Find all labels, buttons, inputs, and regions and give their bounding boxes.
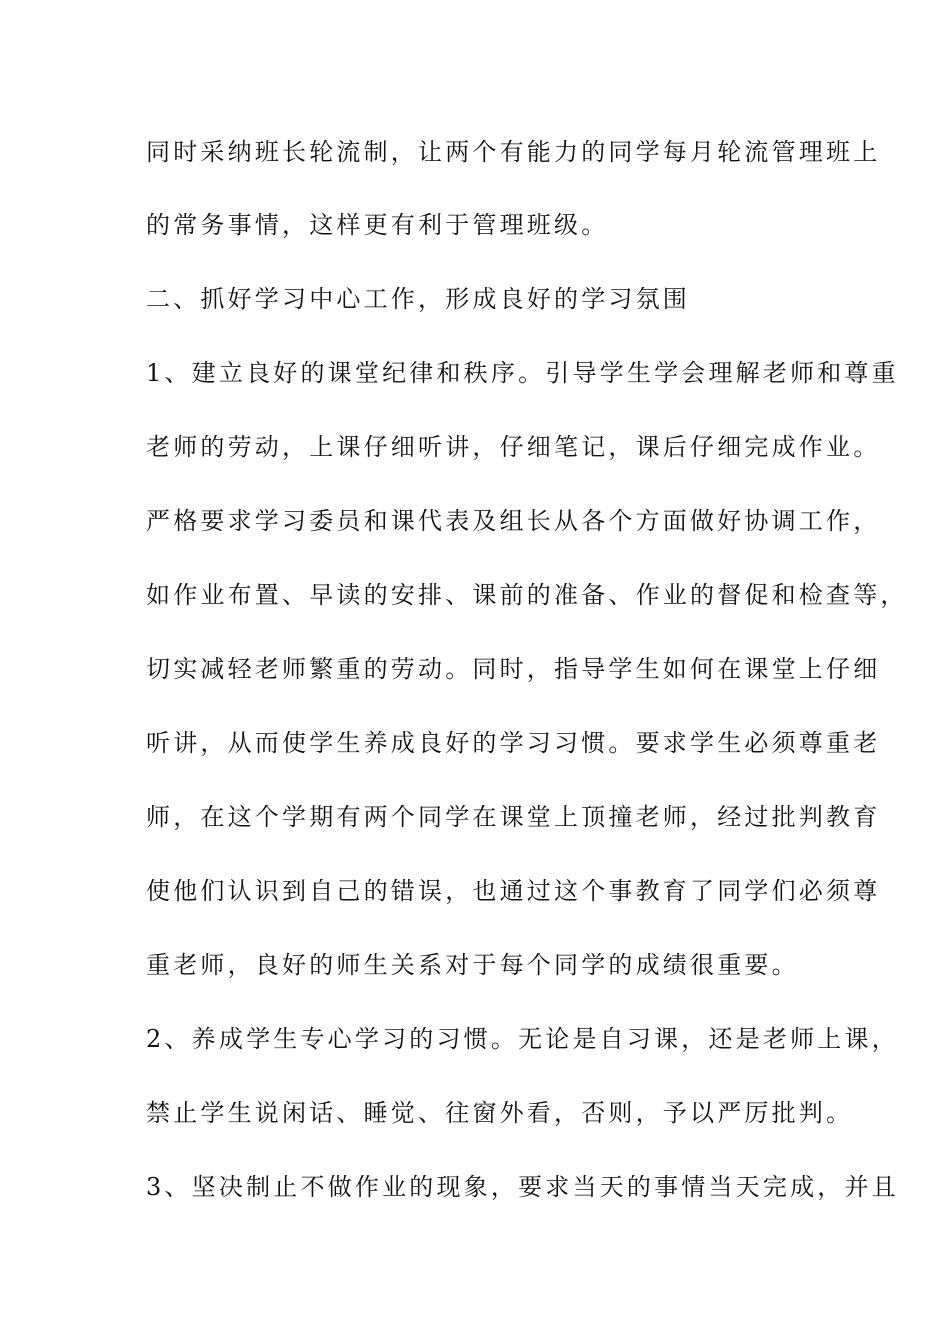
- body-text-line: 如作业布置、早读的安排、课前的准备、作业的督促和检查等，: [146, 581, 908, 609]
- body-text-line: 切实减轻老师繁重的劳动。同时，指导学生如何在课堂上仔细: [146, 655, 881, 683]
- body-text-line: 师，在这个学期有两个同学在课堂上顶撞老师，经过批判教育: [146, 803, 881, 831]
- section-heading: 二、抓好学习中心工作，形成良好的学习氛围: [146, 285, 690, 313]
- body-text-line: 重老师，良好的师生关系对于每个同学的成绩很重要。: [146, 951, 799, 979]
- body-text-line: 同时采纳班长轮流制，让两个有能力的同学每月轮流管理班上: [146, 138, 881, 166]
- list-item-1-text: 1、建立良好的课堂纪律和秩序。引导学生学会理解老师和尊重: [146, 359, 899, 387]
- body-text-line: 的常务事情，这样更有利于管理班级。: [146, 211, 609, 239]
- body-text-line: 听讲，从而使学生养成良好的学习习惯。要求学生必须尊重老: [146, 729, 881, 757]
- list-item-2-text: 2、养成学生专心学习的习惯。无论是自习课，还是老师上课，: [146, 1025, 899, 1053]
- body-text-line: 老师的劳动，上课仔细听讲，仔细笔记，课后仔细完成作业。: [146, 433, 881, 461]
- body-text-line: 严格要求学习委员和课代表及组长从各个方面做好协调工作，: [146, 507, 881, 535]
- list-item-3-text: 3、坚决制止不做作业的现象，要求当天的事情当天完成，并且: [146, 1173, 899, 1201]
- body-text-line: 使他们认识到自己的错误，也通过这个事教育了同学们必须尊: [146, 877, 881, 905]
- body-text-line: 禁止学生说闲话、睡觉、往窗外看，否则，予以严厉批判。: [146, 1099, 854, 1127]
